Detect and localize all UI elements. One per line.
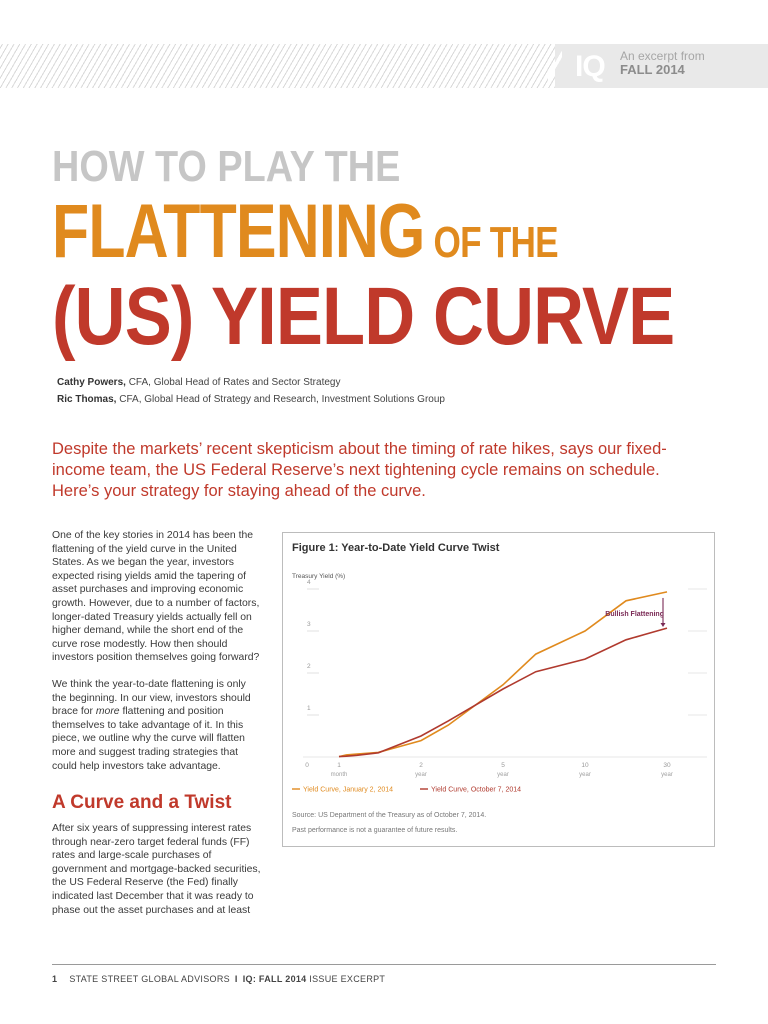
- y-tick-label: 4: [307, 579, 311, 586]
- chart-y-axis-label: Treasury Yield (%): [292, 573, 346, 580]
- x-tick-label: 10: [581, 762, 589, 769]
- x-tick-unit: month: [330, 772, 348, 778]
- p2-end: flattening and position themselves to take advantage of it. In this piece, we outline why the curve will flatten more and suggest trading strategies that could help investors take advantage.: [52, 706, 245, 772]
- body-paragraph-2: [52, 678, 262, 773]
- issue-label: FALL 2014: [620, 62, 685, 77]
- iq-logo: IQ: [575, 50, 605, 83]
- author-1-role: CFA, Global Head of Rates and Sector Strategy: [125, 377, 341, 388]
- excerpt-label: An excerpt from: [620, 49, 705, 63]
- x-tick-label: 2: [419, 762, 423, 769]
- figure-title: Figure 1: Year-to-Date Yield Curve Twist: [292, 542, 500, 554]
- title-line-3: (US) YIELD CURVE: [52, 271, 675, 362]
- figure-disclaimer: Past performance is not a guarantee of future results.: [292, 827, 458, 834]
- footer-org: STATE STREET GLOBAL ADVISORS: [69, 974, 230, 984]
- body-paragraph-1: One of the key stories in 2014 has been the flattening of the yield curve in the United States. As we began the year, investors expected rising yields amid the tapering of asset purchases and improving economic growth. However, due to a number of factors, longer-dated Treasury yields actually fell on higher demand, while the short end of the curve rose modestly. How then should investors position themselves going forward?: [52, 530, 260, 664]
- title-line-1: HOW TO PLAY THE: [52, 142, 401, 191]
- x-tick-label: 30: [663, 762, 671, 769]
- iq-banner-divider: [548, 44, 562, 88]
- x-tick-unit: year: [579, 772, 591, 778]
- x-tick-unit: year: [415, 772, 427, 778]
- annotation-arrowhead: [661, 623, 666, 627]
- x-tick-label: 5: [501, 762, 505, 769]
- p2-emphasis: more: [95, 706, 120, 718]
- author-1-name: Cathy Powers,: [57, 377, 126, 388]
- x-tick-unit: year: [661, 772, 673, 778]
- footer-separator: I: [234, 974, 238, 984]
- figure-source: Source: US Department of the Treasury as of October 7, 2014.: [292, 812, 487, 819]
- author-2: [57, 394, 445, 405]
- header-hatch-band: [0, 44, 555, 88]
- intro-paragraph: Despite the markets’ recent skepticism about the timing of rate hikes, says our fixed-income team, the US Federal Reserve’s next tightening cycle remains on schedule. Here’s your strategy for staying ahead of the curve.: [52, 440, 667, 500]
- annotation-label: Bullish Flattening: [605, 611, 664, 618]
- x-tick-unit: year: [497, 772, 509, 778]
- footer-publication-rest: ISSUE EXCERPT: [306, 974, 386, 984]
- figure-box: [282, 532, 715, 847]
- footer: [52, 974, 385, 984]
- section-heading: A Curve and a Twist: [52, 792, 232, 813]
- title-of-the: OF THE: [424, 218, 558, 267]
- series-line-oct-2014: [339, 628, 667, 757]
- footer-publication: IQ: FALL 2014: [242, 974, 307, 984]
- x-tick-label: 1: [337, 762, 341, 769]
- y-tick-label: 3: [307, 621, 311, 628]
- y-tick-label: 1: [307, 705, 311, 712]
- page-number: 1: [52, 974, 58, 984]
- body-paragraph-3: After six years of suppressing interest rates through near-zero target federal funds (FF) rates and large-scale purchases of government and mortgage-backed securities, the US Federal Reserve (the Fed) finally indicated last December that it was ready to phase out the asset purchases and at least: [52, 823, 261, 916]
- legend-label: Yield Curve, October 7, 2014: [431, 786, 522, 794]
- author-2-name: Ric Thomas,: [57, 394, 117, 405]
- footer-rule: [52, 964, 716, 965]
- p2-start: We think the year-to-date flattening is only the beginning. In our view, investors should brace for: [52, 679, 251, 718]
- yield-curve-chart: [283, 533, 716, 848]
- x-tick-label: 0: [305, 762, 309, 769]
- legend-label: Yield Curve, January 2, 2014: [303, 786, 394, 794]
- y-tick-label: 2: [307, 663, 311, 670]
- author-1: [57, 377, 340, 388]
- title-flattening: FLATTENING: [52, 189, 425, 274]
- author-2-role: CFA, Global Head of Strategy and Research, Investment Solutions Group: [116, 394, 445, 405]
- title-line-2: [52, 188, 558, 275]
